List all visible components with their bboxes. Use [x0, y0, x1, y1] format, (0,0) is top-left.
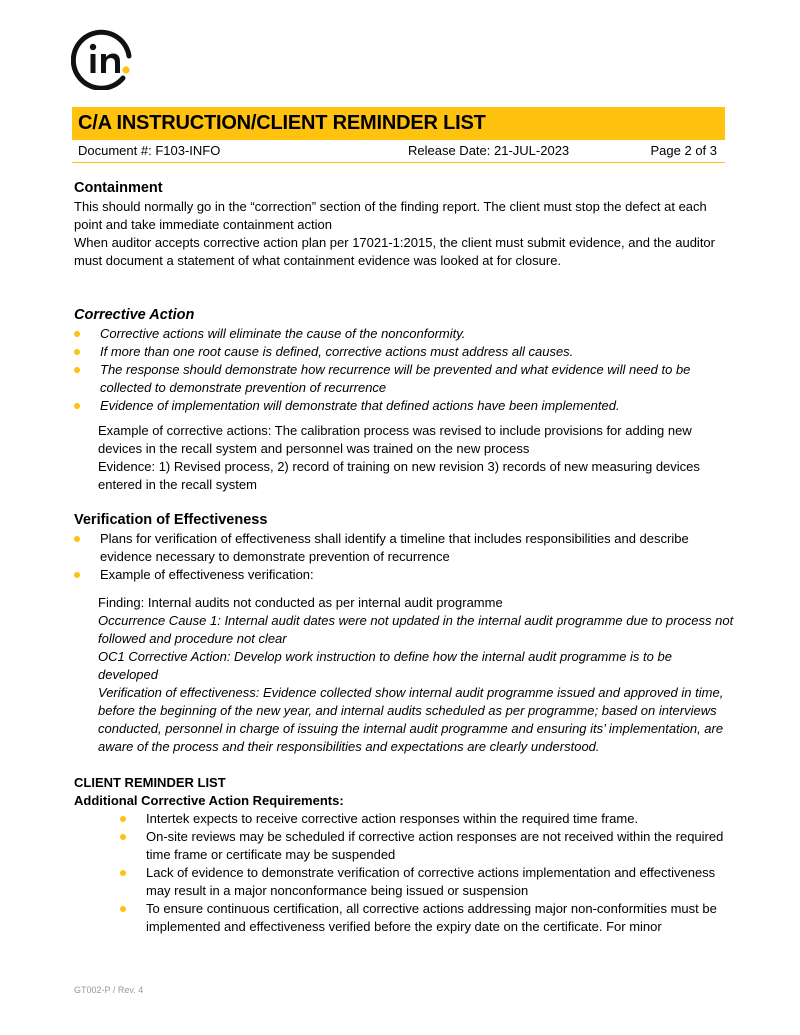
list-item: On-site reviews may be scheduled if corrective action responses are not received within the required time frame or certificate may be suspended — [120, 828, 734, 864]
verification-oc1: OC1 Corrective Action: Develop work instruction to define how the internal audit programme is to be developed — [98, 649, 672, 682]
verification-finding: Finding: Internal audits not conducted as per internal audit programme — [98, 595, 503, 610]
list-item: Lack of evidence to demonstrate verification of corrective actions implementation and effectiveness may result in a major nonconformance being issued or suspension — [120, 864, 734, 900]
client-reminder-subheading: Additional Corrective Action Requirements: — [74, 793, 344, 808]
client-reminder-list — [74, 810, 734, 936]
bullet-icon — [74, 367, 80, 373]
bullet-icon — [74, 349, 80, 355]
list-item: To ensure continuous certification, all corrective actions addressing major non-conformities must be implemented and effectiveness verified before the expiry date on the certificate. For minor — [120, 900, 734, 936]
containment-paragraph-2: When auditor accepts corrective action plan per 17021-1:2015, the client must submit evidence, and the auditor must document a statement of what containment evidence was looked at for closure. — [74, 235, 715, 268]
bullet-icon — [74, 536, 80, 542]
list-item: Example of effectiveness verification: — [74, 566, 734, 584]
list-item: Plans for verification of effectiveness shall identify a timeline that includes responsibilities and describe evidence necessary to demonstrate prevention of recurrence — [74, 530, 734, 566]
client-reminder-heading: CLIENT REMINDER LIST — [74, 775, 226, 790]
document-body — [74, 178, 734, 936]
corrective-action-example: Example of corrective actions: The calibration process was revised to include provisions for adding new devices in the recall system and personnel was trained on the new process — [98, 423, 692, 456]
corrective-action-evidence: Evidence: 1) Revised process, 2) record of training on new revision 3) records of new measuring devices entered in the recall system — [98, 459, 700, 492]
bullet-icon — [74, 331, 80, 337]
verification-cause: Occurrence Cause 1: Internal audit dates were not updated in the internal audit programme due to process not followed and procedure not clear — [98, 613, 734, 646]
bullet-icon — [120, 870, 126, 876]
verification-heading: Verification of Effectiveness — [74, 512, 268, 528]
list-item: Evidence of implementation will demonstrate that defined actions have been implemented. — [74, 397, 734, 415]
list-item: Corrective actions will eliminate the cause of the nonconformity. — [74, 325, 734, 343]
footer-revision: GT002-P / Rev. 4 — [74, 985, 144, 995]
list-item: Intertek expects to receive corrective action responses within the required time frame. — [120, 810, 734, 828]
intertek-logo — [71, 26, 137, 90]
containment-paragraph-1: This should normally go in the “correction” section of the finding report. The client must stop the defect at each point and take immediate containment action — [74, 199, 707, 232]
verification-of-effectiveness: Verification of effectiveness: Evidence collected show internal audit programme issued and approved in time, before the beginning of the new year, and internal audits scheduled as per programme; based on interviews conducted, personnel in charge of issuing the internal audit programme and ensuring its’ implementation, are aware of the process and their responsibilities and expectations are clearly understood. — [98, 685, 724, 754]
bullet-icon — [74, 572, 80, 578]
document-number: Document #: F103-INFO — [78, 143, 221, 158]
corrective-action-heading: Corrective Action — [74, 307, 195, 323]
intertek-in-logo-icon — [71, 26, 137, 90]
page-number: Page 2 of 3 — [650, 143, 717, 158]
verification-example — [74, 594, 734, 756]
bullet-icon — [120, 816, 126, 822]
corrective-action-list — [74, 325, 734, 415]
document-title: C/A INSTRUCTION/CLIENT REMINDER LIST — [78, 112, 486, 134]
bullet-icon — [120, 834, 126, 840]
list-item: If more than one root cause is defined, corrective actions must address all causes. — [74, 343, 734, 361]
document-title-bar — [72, 107, 725, 140]
verification-list — [74, 530, 734, 584]
list-item: The response should demonstrate how recurrence will be prevented and what evidence will need to be collected to demonstrate prevention of recurrence — [74, 361, 734, 397]
document-info-row — [72, 140, 725, 163]
bullet-icon — [120, 906, 126, 912]
bullet-icon — [74, 403, 80, 409]
containment-heading: Containment — [74, 180, 163, 196]
release-date: Release Date: 21-JUL-2023 — [408, 143, 570, 158]
